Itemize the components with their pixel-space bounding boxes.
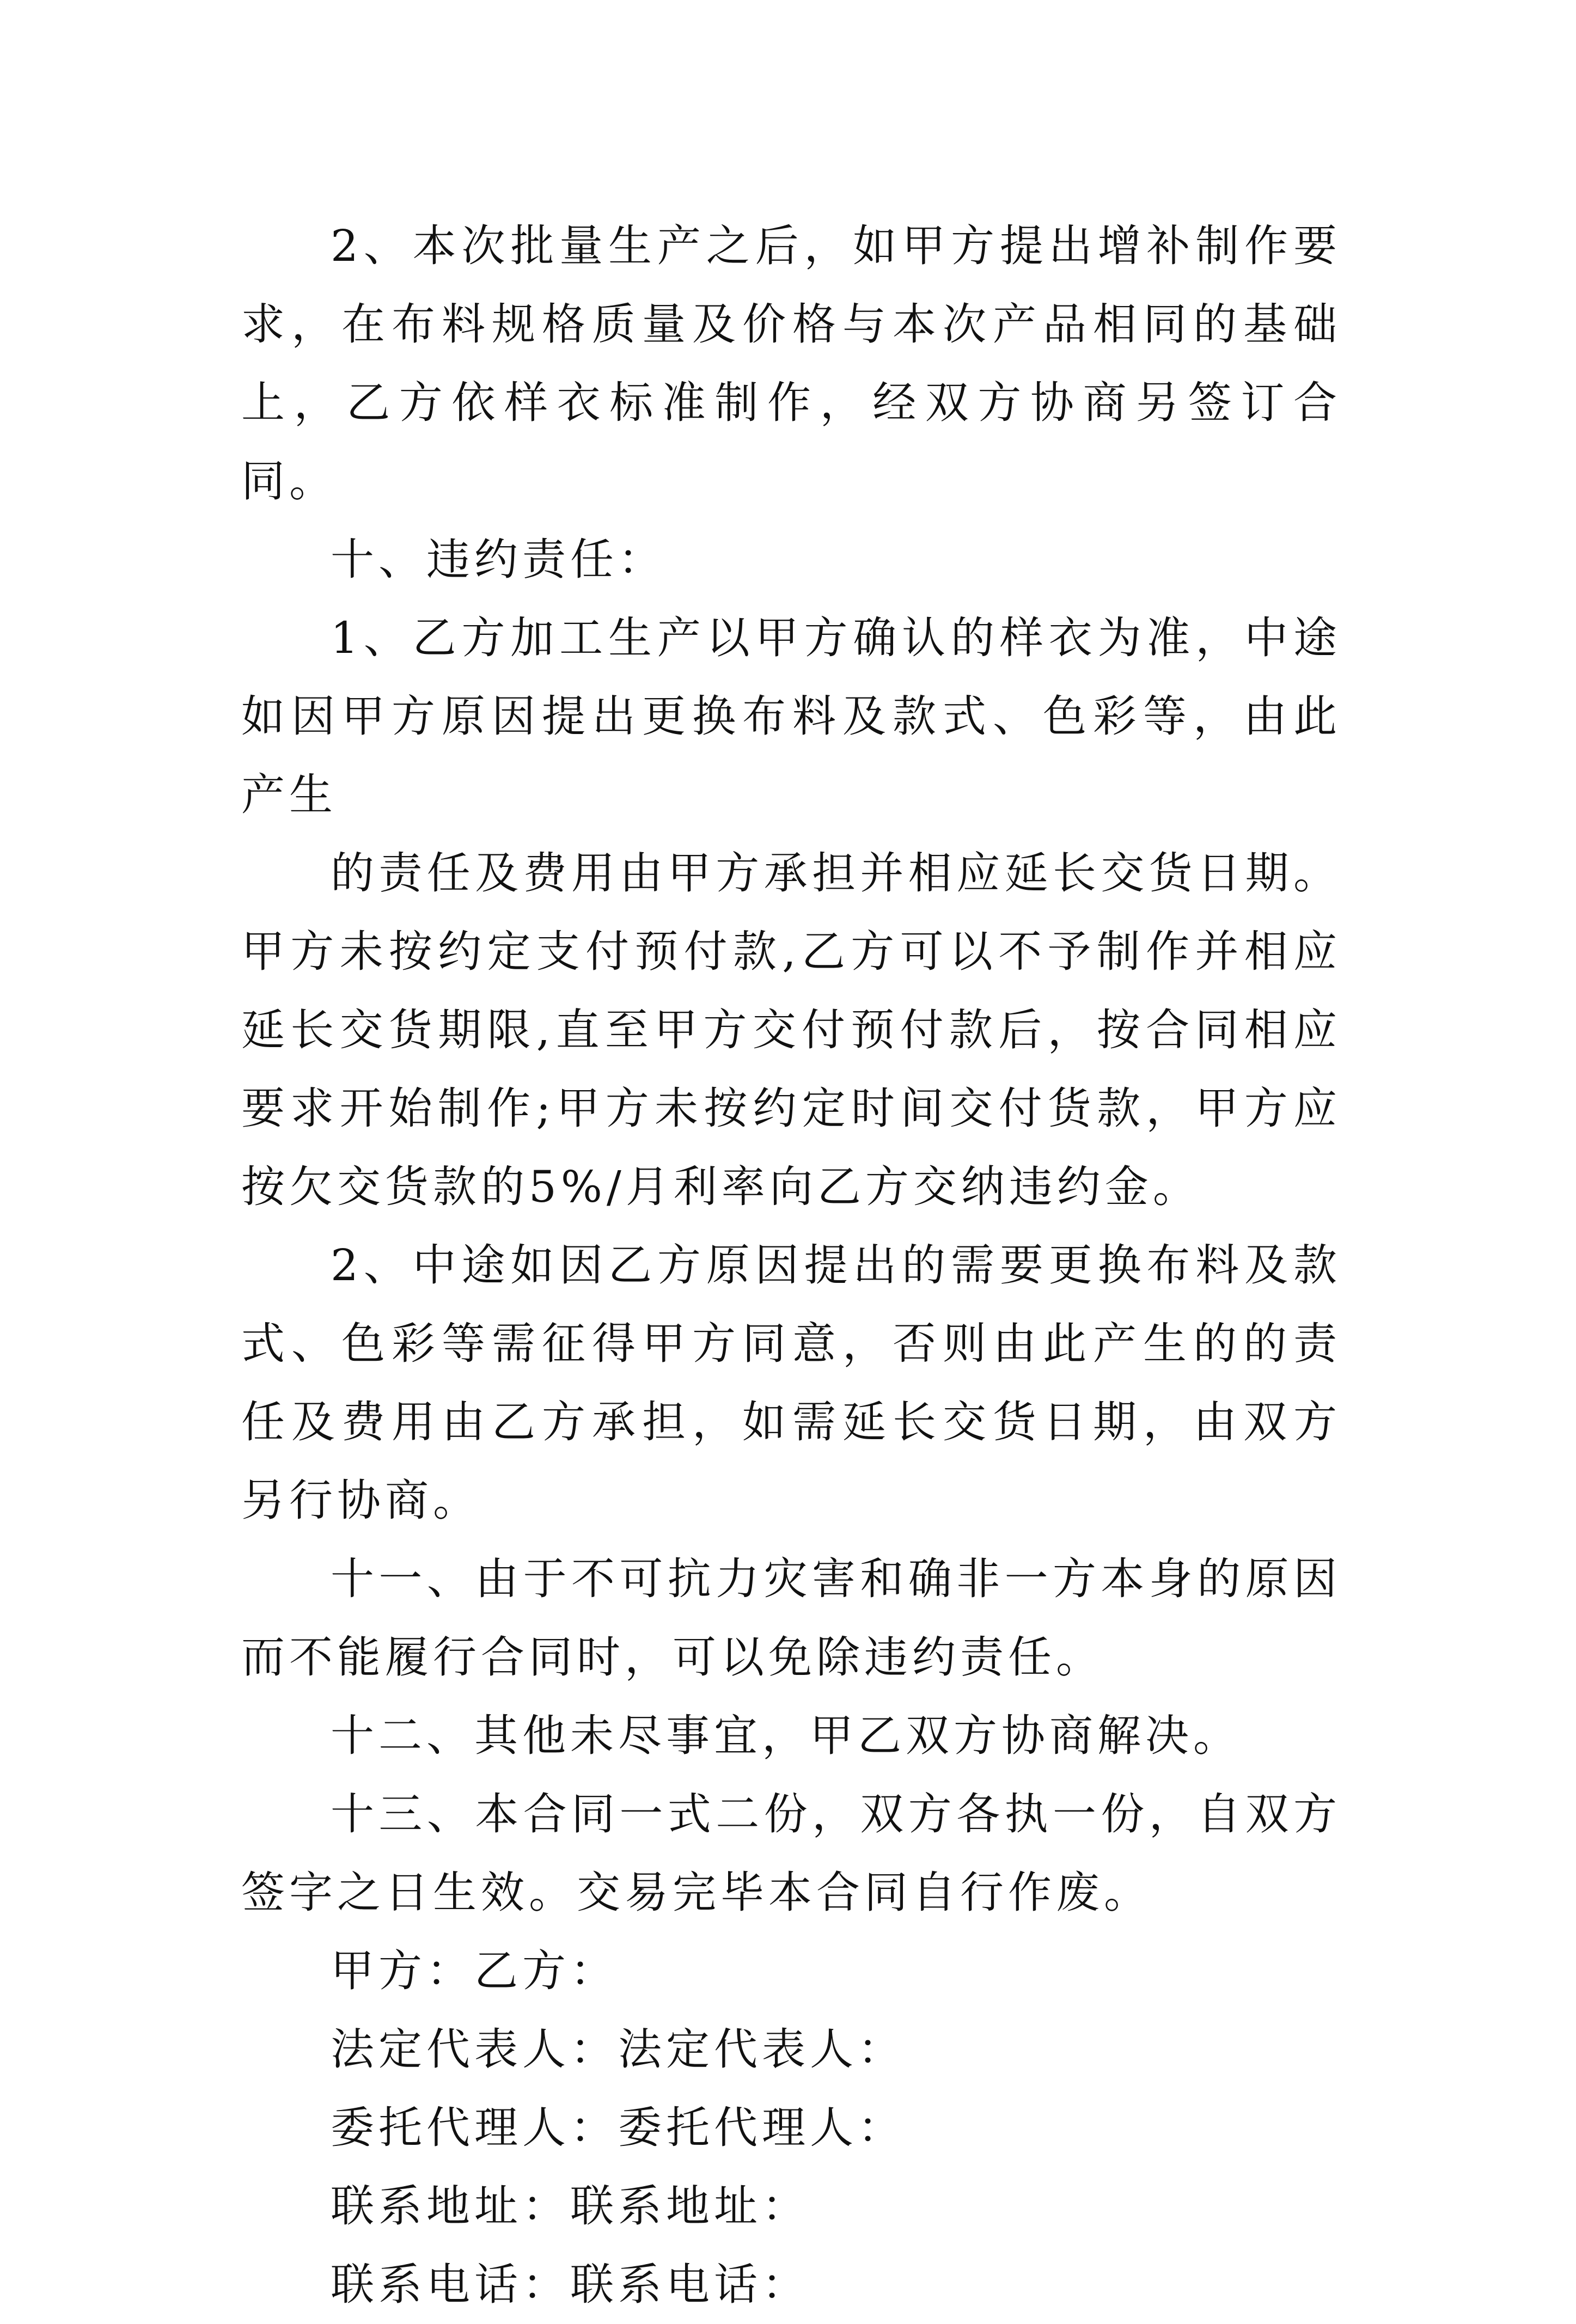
contact-address-line: 联系地址：联系地址： <box>331 2181 810 2231</box>
clause-10-item-1: 1、乙方加工生产以甲方确认的样衣为准，中途如因甲方原因提出更换布料及款式、色彩等，由此产生 <box>241 613 1341 820</box>
document-body <box>241 207 1341 2324</box>
clause-10-item-2: 2、中途如因乙方原因提出的需要更换布料及款式、色彩等需征得甲方同意，否则由此产生的的责任及费用由乙方承担，如需延长交货日期，由双方另行协商。 <box>241 1240 1341 1526</box>
clause-11: 十一、由于不可抗力灾害和确非一方本身的原因而不能履行合同时，可以免除违约责任。 <box>241 1554 1341 1683</box>
contact-phone-line: 联系电话：联系电话： <box>331 2259 810 2310</box>
legal-representative-line: 法定代表人：法定代表人： <box>331 2024 906 2075</box>
clause-10-item-1-continued: 的责任及费用由甲方承担并相应延长交货日期。甲方未按约定支付预付款,乙方可以不予制作并相应延长交货期限,直至甲方交付预付款后，按合同相应要求开始制作;甲方未按约定时间交付货款，甲方应按欠交货款的5%/月利率向乙方交纳违约金。 <box>241 848 1341 1212</box>
clause-12: 十二、其他未尽事宜，甲乙双方协商解决。 <box>331 1710 1241 1761</box>
clause-13: 十三、本合同一式二份，双方各执一份，自双方签字之日生效。交易完毕本合同自行作废。 <box>241 1789 1341 1918</box>
authorized-agent-line: 委托代理人：委托代理人： <box>331 2102 906 2153</box>
signature-parties-line: 甲方：乙方： <box>331 1946 618 1996</box>
clause-10-heading: 十、违约责任： <box>331 534 666 585</box>
clause-9-item-2: 2、本次批量生产之后，如甲方提出增补制作要求，在布料规格质量及价格与本次产品相同的基础上，乙方依样衣标准制作，经双方协商另签订合同。 <box>241 221 1341 506</box>
